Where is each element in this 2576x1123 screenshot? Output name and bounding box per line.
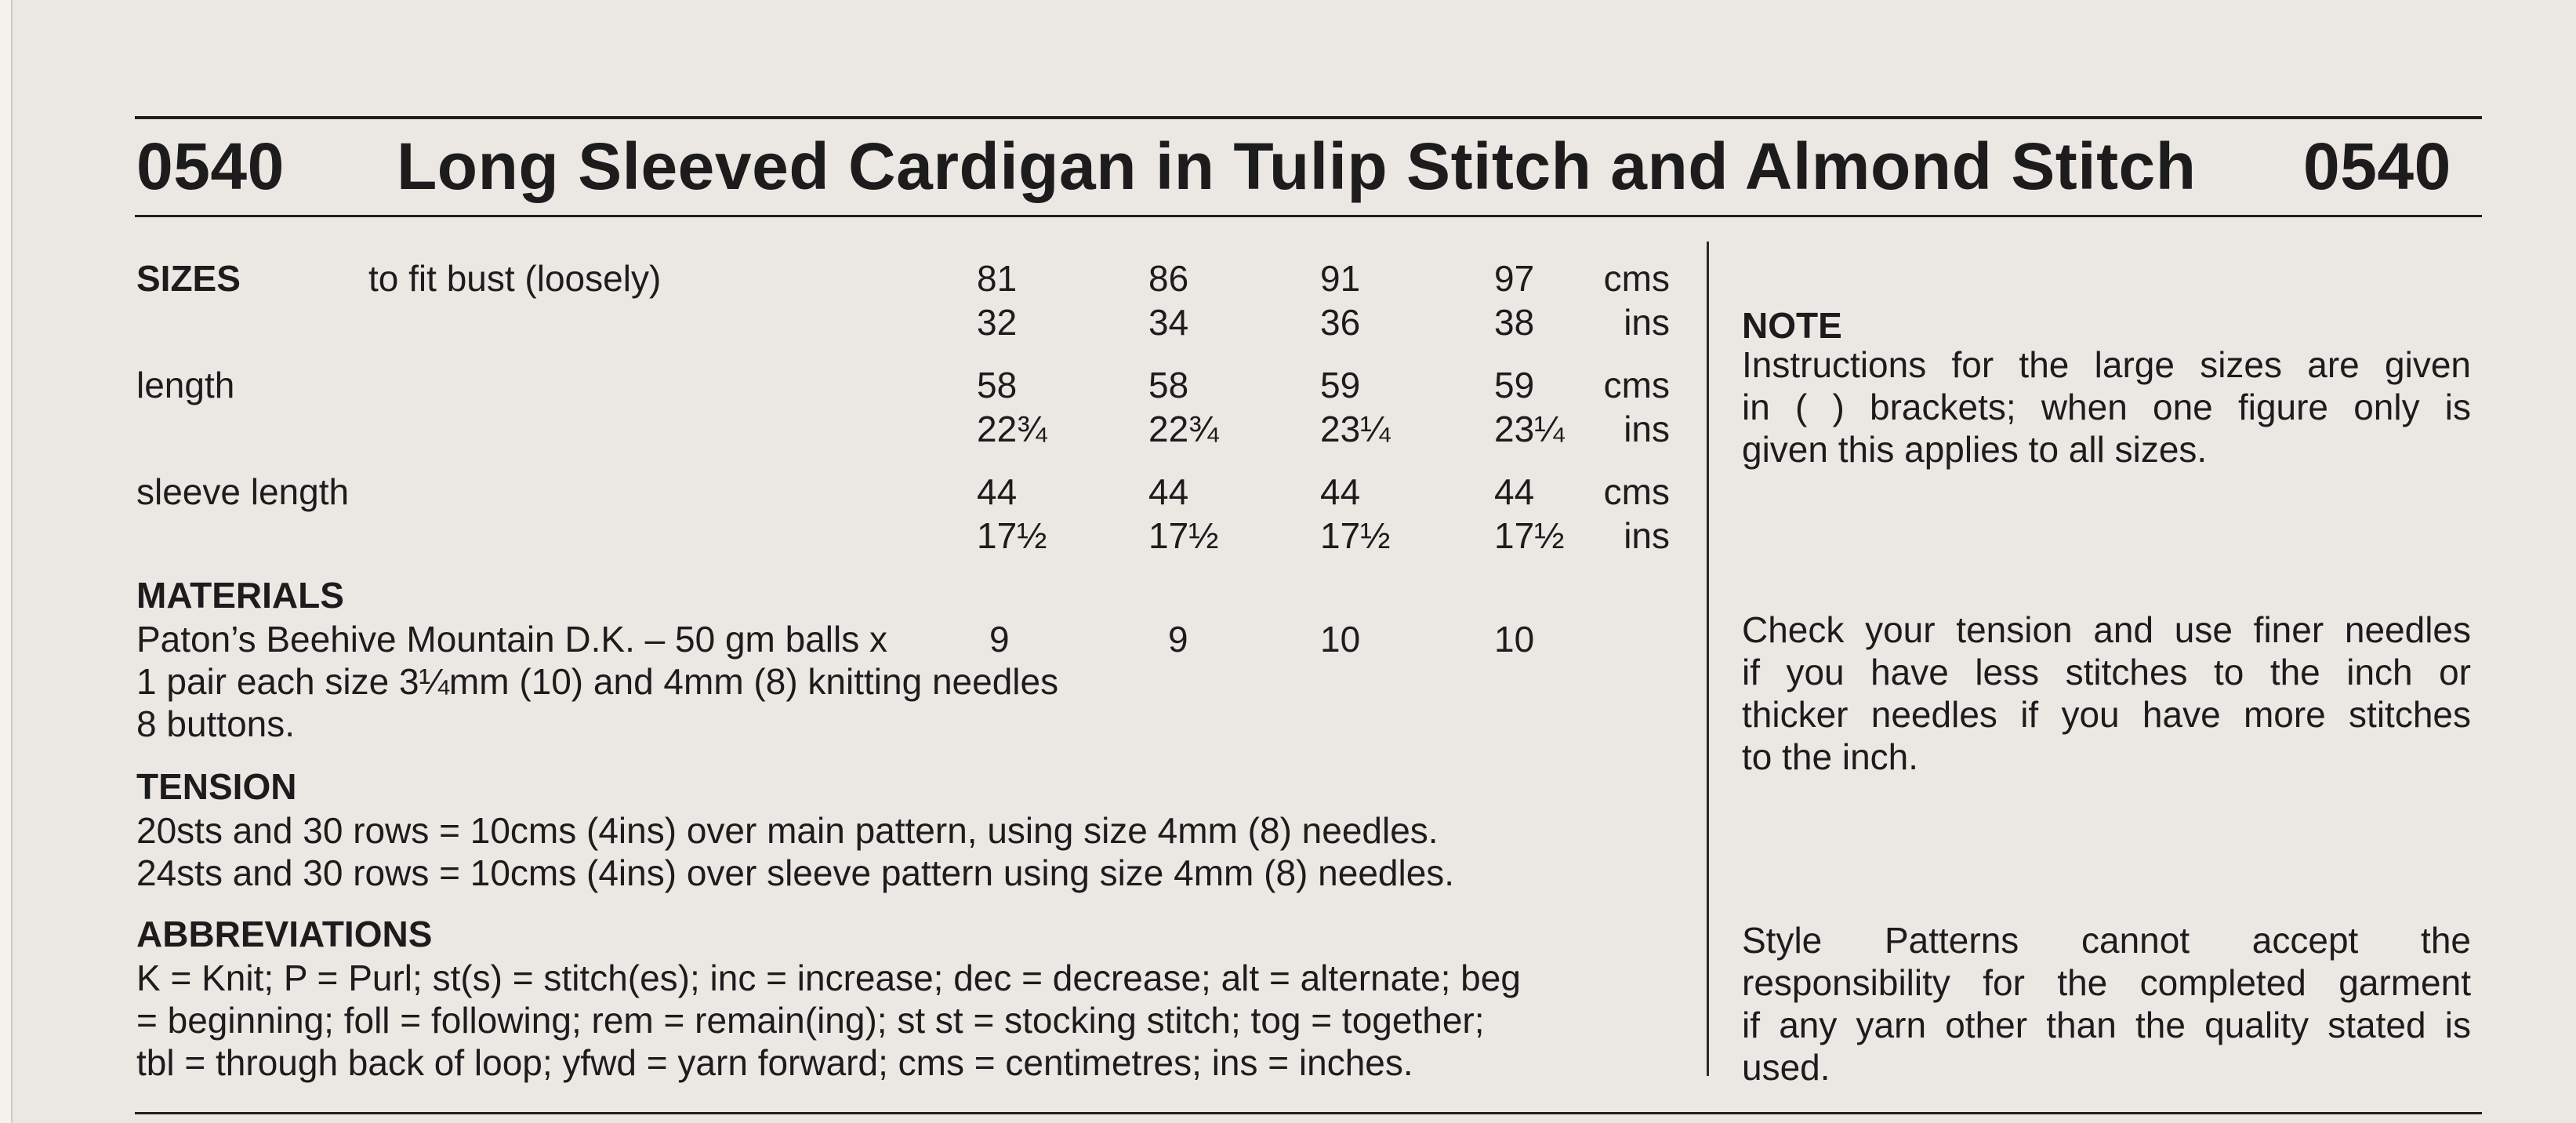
yarn-balls: 10: [1494, 619, 1535, 660]
size-value: 22¾: [1148, 409, 1219, 449]
length-label: length: [136, 365, 235, 405]
header-bottom-rule: [135, 215, 2482, 217]
size-value: 44: [1494, 471, 1535, 512]
unit-label: cms: [1603, 258, 1670, 299]
pattern-number-left: 0540: [136, 129, 285, 203]
size-value: 23¼: [1320, 409, 1391, 449]
yarn-balls: 9: [989, 619, 1010, 660]
size-value: 97: [1494, 258, 1535, 299]
footer-rule: [135, 1112, 2482, 1114]
size-value: 36: [1320, 302, 1361, 343]
tension-advice-line: thicker needles if you have more stitches: [1742, 694, 2471, 735]
materials-heading: MATERIALS: [136, 575, 344, 616]
size-value: 81: [977, 258, 1018, 299]
unit-label: ins: [1624, 409, 1670, 449]
header-top-rule: [135, 116, 2482, 119]
sizes-heading: SIZES: [136, 258, 241, 299]
unit-label: ins: [1624, 302, 1670, 343]
tension-advice-line: to the inch.: [1742, 736, 1919, 777]
needles-line: 1 pair each size 3¼mm (10) and 4mm (8) knitting needles: [136, 661, 1059, 702]
disclaimer-line: responsibility for the completed garment: [1742, 962, 2471, 1003]
note-heading: NOTE: [1742, 305, 1842, 346]
size-row-bust-cms: [0, 260, 1707, 301]
abbreviations-line: K = Knit; P = Purl; st(s) = stitch(es); inc = increase; dec = decrease; alt = alternate; beg: [136, 958, 1521, 998]
size-value: 59: [1320, 365, 1361, 405]
disclaimer-line: Style Patterns cannot accept the: [1742, 920, 2471, 961]
sleeve-row-ins: [0, 515, 1707, 558]
note-text: [1742, 343, 2471, 471]
size-value: 38: [1494, 302, 1535, 343]
size-value: 86: [1148, 258, 1189, 299]
tension-line: 24sts and 30 rows = 10cms (4ins) over sleeve pattern using size 4mm (8) needles.: [136, 852, 1455, 893]
size-value: 17½: [1320, 515, 1391, 556]
abbreviations-line: tbl = through back of loop; yfwd = yarn forward; cms = centimetres; ins = inches.: [136, 1042, 1413, 1083]
bust-label: to fit bust (loosely): [368, 258, 662, 299]
sleeve-length-label: sleeve length: [136, 471, 350, 512]
tension-heading: TENSION: [136, 766, 297, 807]
unit-label: cms: [1603, 365, 1670, 405]
size-row-bust-ins: [0, 304, 1707, 345]
disclaimer-line: used.: [1742, 1047, 1830, 1088]
sheet-edge: [0, 0, 13, 1123]
size-value: 34: [1148, 302, 1189, 343]
column-divider: [1707, 242, 1709, 1076]
size-value: 44: [977, 471, 1018, 512]
unit-label: cms: [1603, 471, 1670, 512]
disclaimer-line: if any yarn other than the quality stated is: [1742, 1005, 2471, 1045]
length-row-cms: [0, 367, 1707, 408]
size-value: 22¾: [977, 409, 1047, 449]
size-value: 59: [1494, 365, 1535, 405]
size-value: 58: [1148, 365, 1189, 405]
size-value: 44: [1148, 471, 1189, 512]
tension-advice-line: if you have less stitches to the inch or: [1742, 652, 2471, 692]
yarn-quantity-row: [0, 621, 1707, 662]
note-line: given this applies to all sizes.: [1742, 429, 2208, 470]
tension-advice-line: Check your tension and use finer needles: [1742, 609, 2471, 650]
size-value: 17½: [977, 515, 1047, 556]
size-value: 44: [1320, 471, 1361, 512]
pattern-title: Long Sleeved Cardigan in Tulip Stitch and Almond Stitch: [397, 129, 2197, 203]
yarn-balls: 10: [1320, 619, 1361, 660]
size-value: 17½: [1494, 515, 1565, 556]
size-value: 91: [1320, 258, 1361, 299]
size-value: 23¼: [1494, 409, 1565, 449]
abbreviations-heading: ABBREVIATIONS: [136, 914, 433, 954]
buttons-line: 8 buttons.: [136, 703, 296, 744]
tension-line: 20sts and 30 rows = 10cms (4ins) over main pattern, using size 4mm (8) needles.: [136, 810, 1439, 851]
yarn-line: Paton’s Beehive Mountain D.K. – 50 gm balls x: [136, 619, 888, 660]
pattern-number-right: 0540: [2303, 129, 2451, 203]
size-value: 58: [977, 365, 1018, 405]
abbreviations-line: = beginning; foll = following; rem = remain(ing); st st = stocking stitch; tog = together;: [136, 1000, 1485, 1041]
tension-advice-text: [1742, 609, 2471, 778]
sleeve-row-cms: [0, 471, 1707, 514]
unit-label: ins: [1624, 515, 1670, 556]
size-value: 17½: [1148, 515, 1219, 556]
disclaimer-text: [1742, 919, 2471, 1088]
note-line: in ( ) brackets; when one figure only is: [1742, 387, 2471, 427]
size-value: 32: [977, 302, 1018, 343]
note-line: Instructions for the large sizes are given: [1742, 344, 2471, 385]
length-row-ins: [0, 411, 1707, 452]
yarn-balls: 9: [1168, 619, 1188, 660]
